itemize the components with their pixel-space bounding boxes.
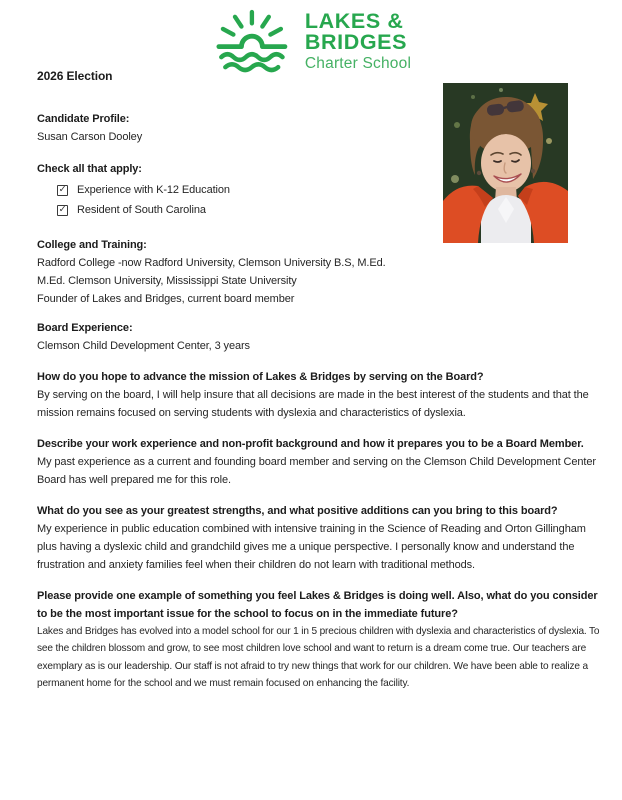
board-experience-line: Clemson Child Development Center, 3 years bbox=[37, 340, 250, 352]
page-title: 2026 Election bbox=[37, 69, 113, 83]
college-line: M.Ed. Clemson University, Mississippi State University bbox=[37, 275, 297, 287]
checkbox-checked-icon[interactable]: ✓ bbox=[58, 204, 67, 215]
question-text: Please provide one example of something you feel Lakes & Bridges is doing well. Also, what do you consider to be the most important issue for the school to focus on in the immediate future? bbox=[37, 590, 598, 620]
candidate-profile-label: Candidate Profile: bbox=[37, 113, 130, 125]
qa-block-mission bbox=[37, 368, 607, 422]
logo-subtitle: Charter School bbox=[304, 54, 412, 72]
answer-text: My past experience as a current and founding board member and serving on the Clemson Child Development Center Board has well prepared me for this role. bbox=[37, 456, 596, 486]
candidate-profile-section bbox=[37, 110, 607, 146]
question-text: How do you hope to advance the mission of Lakes & Bridges by serving on the Board? bbox=[37, 371, 484, 383]
answer-text: Lakes and Bridges has evolved into a model school for our 1 in 5 precious children with dyslexia and characteristics of dyslexia. To see the children blossom and grow, to see most children love school and want to return is a dream come true. Our teachers are exemplary as is our leadership. Our staff is not afraid to try new things that work for our children. We have been able to realize a permanent home for the school and we must remain focused on enhancing the facility. bbox=[37, 626, 600, 690]
college-training-section bbox=[37, 236, 607, 308]
college-training-label: College and Training: bbox=[37, 239, 147, 251]
question-text: Describe your work experience and non-profit background and how it prepares you to be a Board Member. bbox=[37, 438, 584, 450]
answer-text: By serving on the board, I will help insure that all decisions are made in the best interest of the students and that the mission remains focused on serving students with dyslexia and characteristics of dyslexia. bbox=[37, 389, 589, 419]
checklist-section bbox=[37, 160, 607, 220]
board-experience-label: Board Experience: bbox=[37, 322, 133, 334]
college-line: Radford College -now Radford University, Clemson University B.S, M.Ed. bbox=[37, 257, 386, 269]
checklist-items bbox=[37, 180, 607, 220]
board-experience-section bbox=[37, 319, 607, 355]
college-line: Founder of Lakes and Bridges, current board member bbox=[37, 293, 295, 305]
qa-block-doing-well bbox=[37, 587, 607, 693]
logo-name-line2: BRIDGES bbox=[304, 29, 408, 54]
checklist-label: Check all that apply: bbox=[37, 163, 142, 175]
checklist-item-label: Resident of South Carolina bbox=[77, 204, 206, 216]
logo-name-line1: LAKES & bbox=[304, 8, 404, 33]
checklist-item-label: Experience with K-12 Education bbox=[77, 184, 230, 196]
checklist-item-resident bbox=[57, 200, 607, 220]
checklist-item-k12 bbox=[57, 180, 607, 200]
checkbox-checked-icon[interactable]: ✓ bbox=[58, 184, 67, 195]
qa-block-strengths bbox=[37, 502, 607, 574]
question-text: What do you see as your greatest strengths, and what positive additions can you bring to this board? bbox=[37, 505, 558, 517]
candidate-name: Susan Carson Dooley bbox=[37, 131, 143, 143]
qa-block-work-experience bbox=[37, 435, 607, 489]
answer-text: My experience in public education combined with intensive training in the Science of Reading and Orton Gillingham plus having a dyslexic child and grandchild gives me a unique perspective. I personally know and understand the frustration and anxiety families feel when their children do not learn with traditional methods. bbox=[37, 523, 586, 571]
